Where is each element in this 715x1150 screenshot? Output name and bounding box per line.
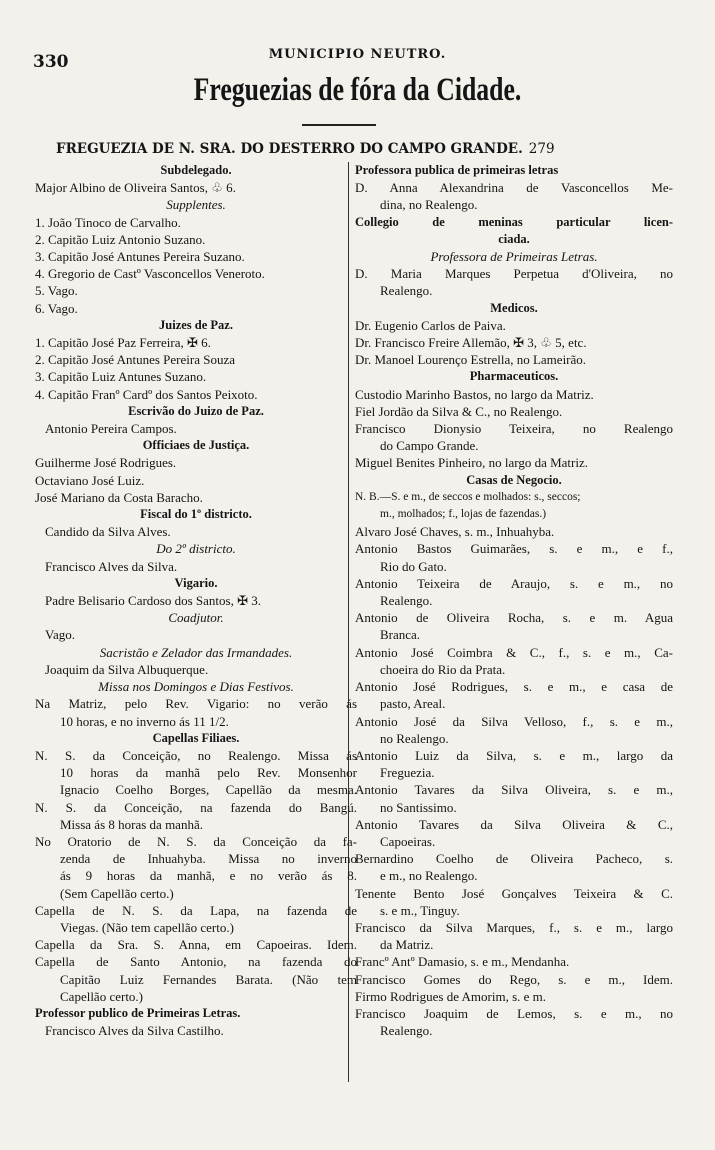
subheading-line: Coadjutor. (168, 610, 224, 626)
text-line: (Sem Capellão certo.) (60, 885, 174, 901)
text-line: 2. Capitão José Antunes Pereira Souza (35, 352, 236, 368)
section-heading-line: ciada. (498, 231, 530, 246)
text-line: D. Maria Marques Perpetua d'Oliveira, no (355, 266, 673, 282)
text-line: Capellão certo.) (60, 988, 144, 1004)
text-line: Tenente Bento José Gonçalves Teixeira & C. (355, 885, 673, 901)
text-line: Francisco da Silva Marques, f., s. e m., largo (355, 919, 673, 935)
text-line: N. S. da Conceição, no Realengo. Missa ás (35, 747, 357, 763)
text-line: Guilherme José Rodrigues. (35, 455, 177, 471)
section-heading-line: Pharmaceuticos. (469, 369, 559, 384)
subheading-line: Professora de Primeiras Letras. (430, 249, 598, 265)
section-title: FREGUEZIA DE N. SRA. DO DESTERRO DO CAMPO GRANDE. (56, 141, 523, 157)
text-line: Na Matriz, pelo Rev. Vigario: no verão ás (35, 696, 357, 712)
text-line: 4. Gregorio de Castº Vasconcellos Veneroto. (35, 266, 265, 282)
text-line: Missa ás 8 horas da manhã. (60, 816, 203, 832)
section-heading-line: Casas de Negocio. (466, 472, 562, 487)
text-line: Francisco Joaquim de Lemos, s. e m., no (355, 1005, 673, 1021)
text-line: Alvaro José Chaves, s. m., Inhuahyba. (355, 524, 555, 540)
text-line: Realengo. (380, 283, 433, 299)
text-line: Capoeiras. (380, 833, 436, 849)
section-heading (56, 141, 555, 157)
text-line: Realengo. (380, 593, 433, 609)
text-line: 6. Vago. (35, 300, 78, 316)
text-line: Antonio Tavares da Silva Oliveira, s. e m., (355, 782, 673, 798)
text-line: Capella de N. S. da Lapa, na fazenda de (35, 902, 357, 918)
left-column (35, 162, 357, 1039)
running-head: MUNICIPIO NEUTRO. (268, 47, 447, 62)
subheading-line: Do 2º districto. (156, 541, 236, 557)
text-line: Viegas. (Não tem capellão certo.) (60, 919, 234, 935)
text-line: Ignacio Coelho Borges, Capellão da mesma. (60, 782, 357, 798)
text-line: Vago. (45, 627, 75, 643)
text-line: Antonio José Coimbra & C., f., s. e m., Ca- (355, 644, 673, 660)
text-line: N. B.—S. e m., de seccos e molhados: s., seccos; (355, 490, 581, 503)
text-line: Antonio de Oliveira Rocha, s. e m. Agua (355, 610, 673, 626)
text-line: Rio do Gato. (380, 558, 447, 574)
text-line: do Campo Grande. (380, 438, 479, 454)
text-line: Francisco Gomes do Rego, s. e m., Idem. (355, 971, 673, 987)
section-heading-line: Subdelegado. (160, 163, 232, 177)
text-line: dina, no Realengo. (380, 197, 478, 213)
subheading-line: Supplentes. (166, 197, 226, 213)
page-title: Freguezias de fóra da Cidade. (193, 72, 522, 108)
text-line: Francisco Alves da Silva. (45, 558, 178, 574)
title-rule (302, 124, 376, 126)
text-line: Antonio Tavares da Silva Oliveira & C., (355, 816, 673, 832)
text-line: 5. Vago. (35, 283, 78, 299)
text-line: Francisco Dionysio Teixeira, no Realengo (355, 421, 673, 437)
text-line: Capitão Luiz Fernandes Barata. (Não tem (60, 971, 357, 987)
text-line: Candido da Silva Alves. (45, 524, 171, 540)
page-number: 330 (33, 52, 69, 72)
text-line: 10 horas, e no inverno ás 11 1/2. (60, 713, 229, 729)
text-line: Custodio Marinho Bastos, no largo da Matriz. (355, 386, 594, 402)
text-line: Freguezia. (380, 765, 435, 781)
text-line: Dr. Eugenio Carlos de Paiva. (355, 317, 506, 333)
text-line: Dr. Manoel Lourenço Estrella, no Lameirão. (355, 352, 587, 368)
section-heading-line: Vigario. (174, 575, 218, 590)
text-line: m., molhados; f., lojas de fazendas.) (380, 508, 547, 521)
text-line: 3. Capitão José Antunes Pereira Suzano. (35, 249, 245, 265)
text-line: Firmo Rodrigues de Amorim, s. e m. (355, 988, 547, 1004)
text-line: 10 horas da manhã pelo Rev. Monsenhor (60, 765, 357, 781)
text-line: choeira do Rio da Prata. (380, 661, 506, 677)
section-heading-line: Capellas Filiaes. (152, 730, 240, 745)
text-line: Major Albino de Oliveira Santos, ♧ 6. (35, 180, 236, 196)
text-line: Antonio José da Silva Velloso, f., s. e m., (355, 713, 673, 729)
text-line: ás 9 horas da manhã, e no verão ás 8. (60, 868, 357, 884)
subheading-line: Missa nos Domingos e Dias Festivos. (98, 679, 294, 695)
right-column (355, 162, 673, 1039)
text-line: no Santissimo. (380, 799, 457, 815)
text-line: 4. Capitão Franº Cardº dos Santos Peixoto. (35, 386, 258, 402)
text-line: Dr. Francisco Freire Allemão, ✠ 3, ♧ 5, etc. (355, 335, 587, 351)
section-number: 279 (528, 141, 555, 157)
text-line: 1. Capitão José Paz Ferreira, ✠ 6. (35, 335, 211, 351)
text-line: Antonio Pereira Campos. (45, 421, 177, 437)
text-line: Antonio Bastos Guimarães, s. e m., e f., (355, 541, 673, 557)
text-line: Antonio José Rodrigues, s. e m., e casa de (355, 679, 673, 695)
text-line: N. S. da Conceição, na fazenda do Bangú. (35, 799, 357, 815)
section-heading-line: Medicos. (490, 300, 538, 315)
text-line: Padre Belisario Cardoso dos Santos, ✠ 3. (45, 593, 261, 609)
section-heading-line: Fiscal do 1º districto. (140, 507, 252, 522)
text-line: e m., no Realengo. (380, 868, 478, 884)
section-heading-line: Escrivão do Juizo de Paz. (128, 403, 264, 418)
text-line: Realengo. (380, 1023, 433, 1039)
section-heading-line: Collegio de meninas particular licen- (355, 214, 673, 229)
text-line: pasto, Areal. (380, 696, 446, 712)
text-line: Francº Antº Damasio, s. e m., Mendanha. (355, 954, 570, 970)
text-line: Capella da Sra. S. Anna, em Capoeiras. Idem. (35, 937, 357, 953)
text-line: Branca. (380, 627, 421, 643)
text-line: Capella de Santo Antonio, na fazenda do (35, 954, 357, 970)
text-line: 2. Capitão Luiz Antonio Suzano. (35, 231, 206, 247)
text-line: 1. João Tinoco de Carvalho. (35, 214, 181, 230)
text-line: Francisco Alves da Silva Castilho. (45, 1023, 224, 1039)
text-line: 3. Capitão Luiz Antunes Suzano. (35, 369, 207, 385)
text-line: s. e m., Tinguy. (380, 902, 460, 918)
section-heading-line: Officiaes de Justiça. (142, 438, 250, 453)
section-heading-line: Professora publica de primeiras letras (355, 163, 559, 177)
text-line: no Realengo. (380, 730, 449, 746)
subheading-line: Sacristão e Zelador das Irmandades. (99, 644, 293, 660)
text-line: Fiel Jordão da Silva & C., no Realengo. (355, 403, 563, 419)
text-line: D. Anna Alexandrina de Vasconcellos Me- (355, 180, 673, 196)
text-line: Miguel Benites Pinheiro, no largo da Matriz. (355, 455, 588, 471)
text-line: Bernardino Coelho de Oliveira Pacheco, s. (355, 851, 673, 867)
text-line: José Mariano da Costa Baracho. (35, 489, 203, 505)
text-line: Joaquim da Silva Albuquerque. (45, 661, 209, 677)
text-line: Antonio Luiz da Silva, s. e m., largo da (355, 747, 673, 763)
section-heading-line: Juizes de Paz. (159, 317, 233, 332)
text-line: Antonio Teixeira de Araujo, s. e m., no (355, 575, 673, 591)
text-line: da Matriz. (380, 937, 434, 953)
section-heading-line: Professor publico de Primeiras Letras. (35, 1005, 241, 1020)
text-line: No Oratorio de N. S. da Conceição da fa- (35, 833, 357, 849)
text-line: Octaviano José Luiz. (35, 472, 145, 488)
text-line: zenda de Inhuahyba. Missa no inverno (60, 851, 357, 867)
